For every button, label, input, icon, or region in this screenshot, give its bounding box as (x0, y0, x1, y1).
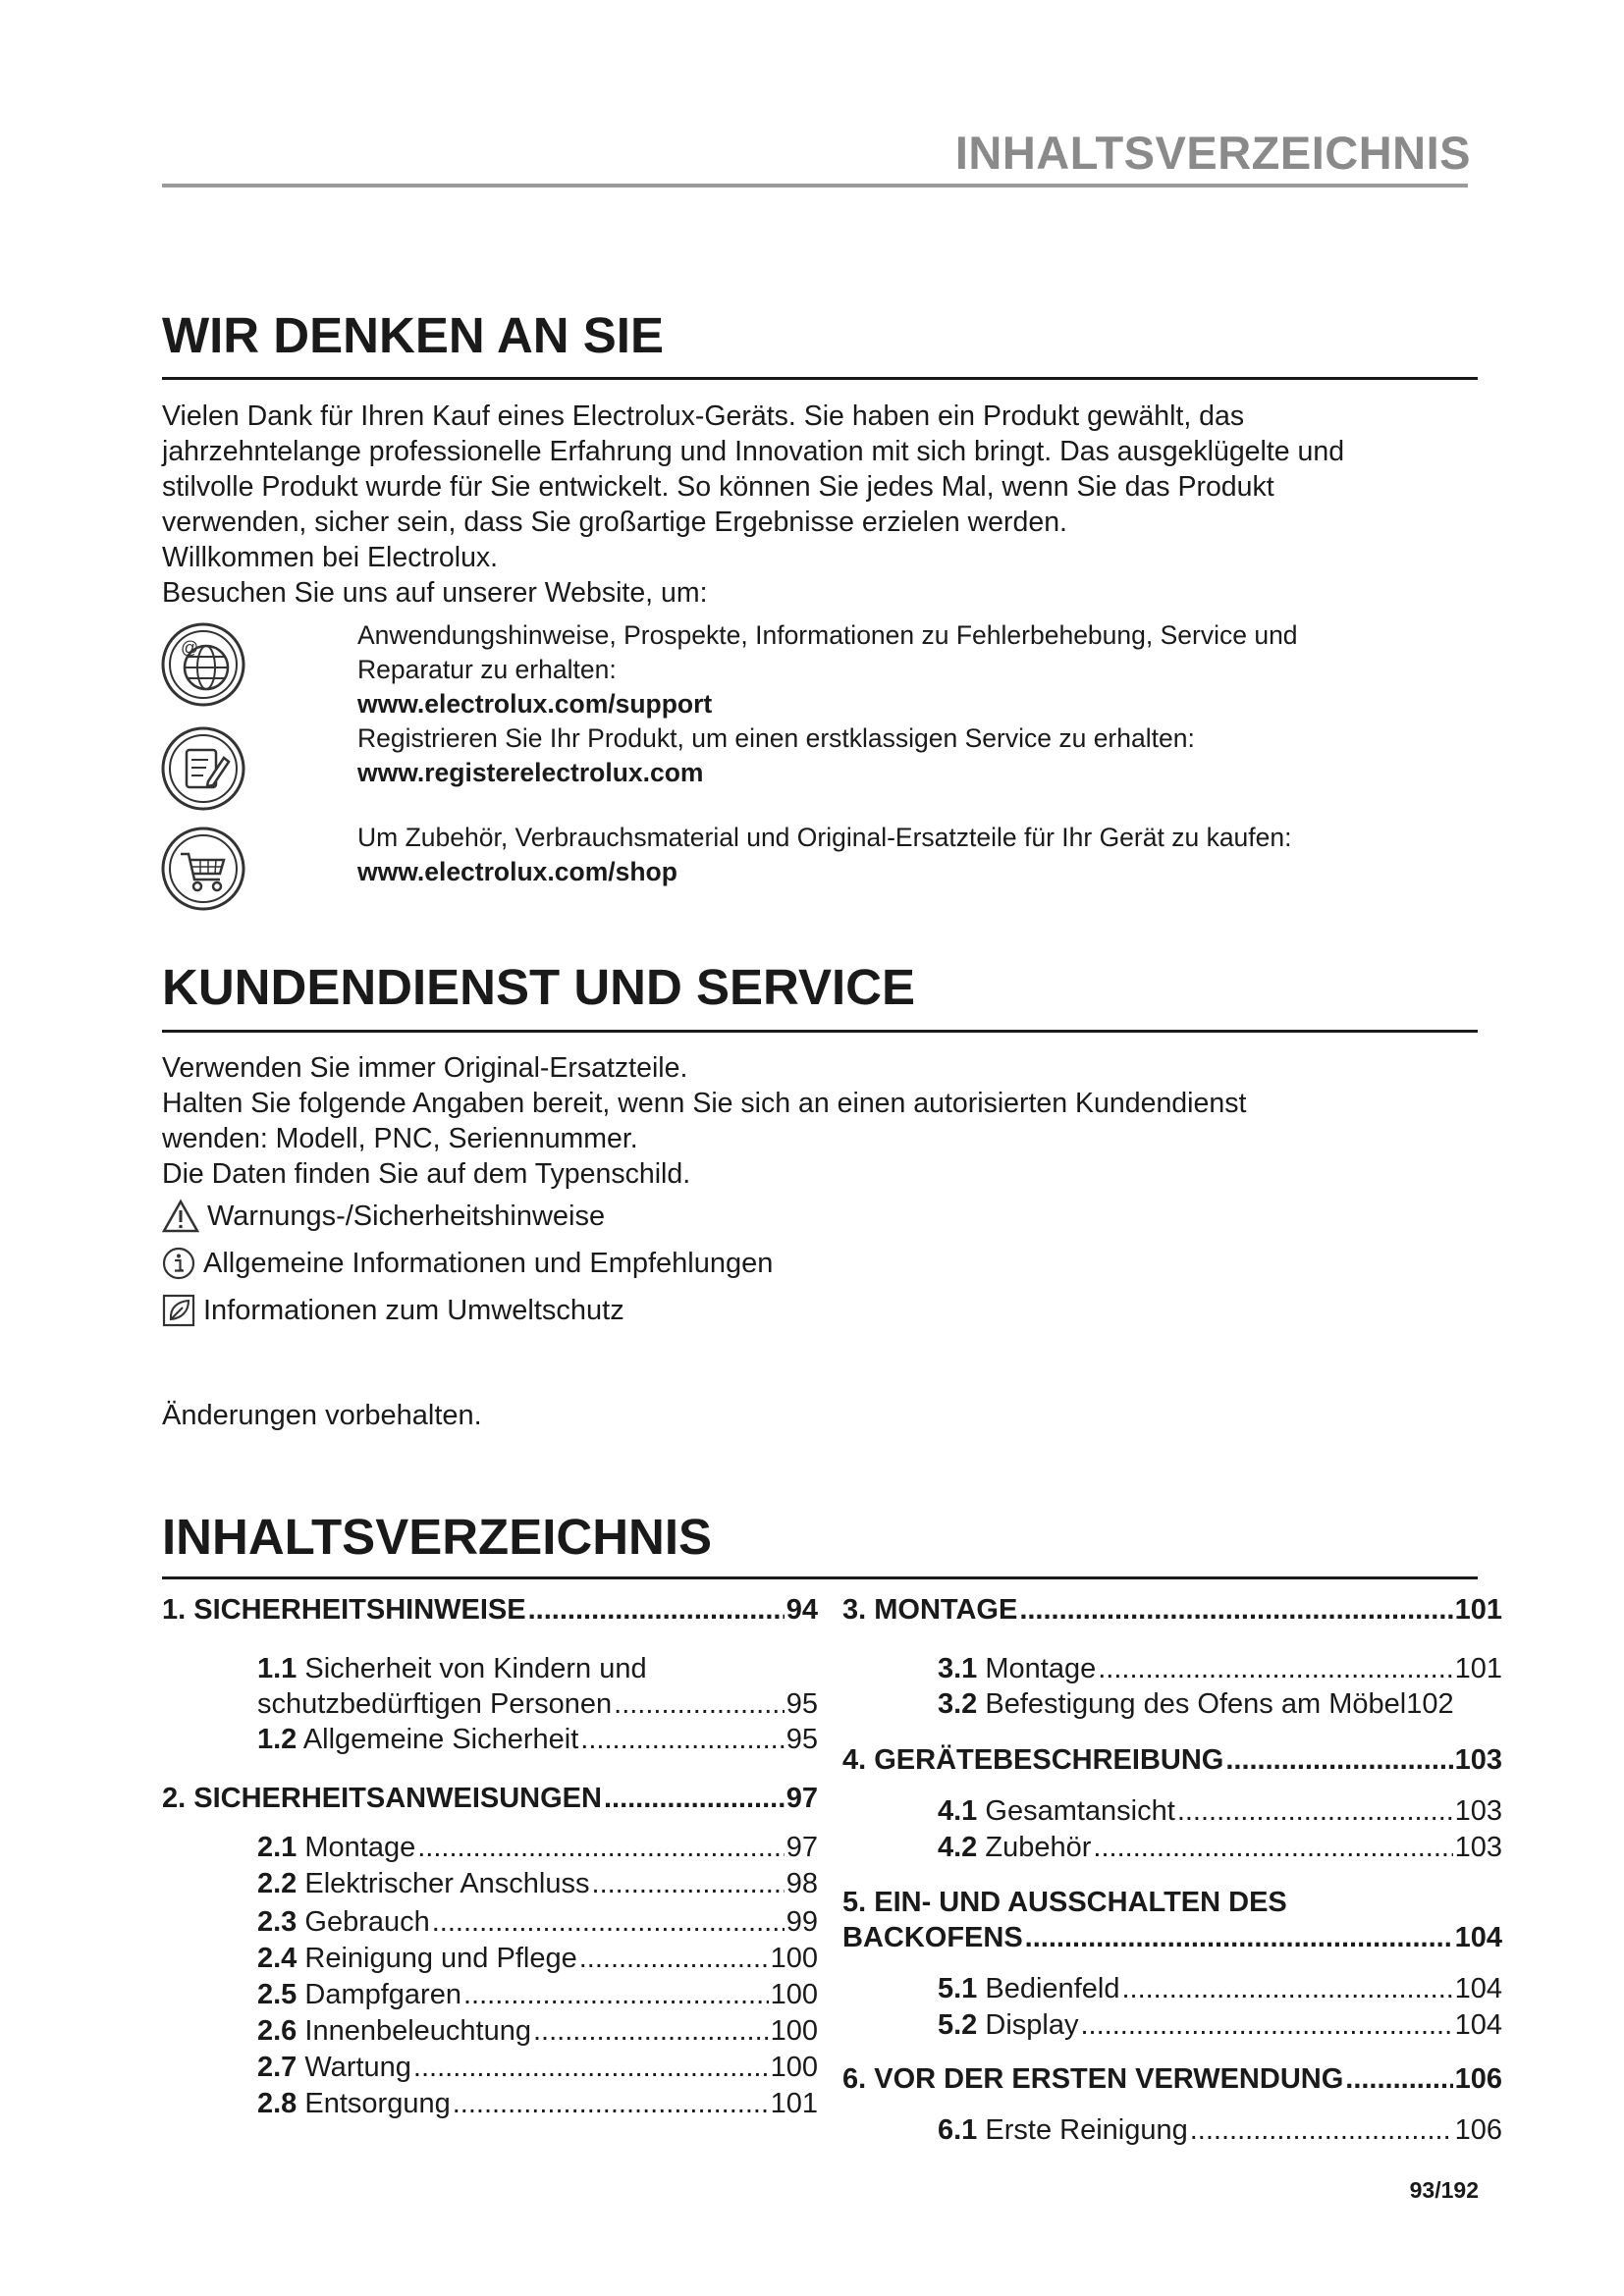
toc-entry[interactable] (257, 2088, 818, 2120)
toc-entry[interactable] (257, 1979, 818, 2011)
toc-entry[interactable] (938, 1832, 1502, 1864)
toc-leader (1225, 1744, 1452, 1777)
page-number: 93/192 (1409, 2177, 1479, 2203)
toc-entry-label: schutzbedürftigen Personen (257, 1688, 613, 1720)
toc-leader (1177, 1795, 1453, 1828)
toc-entry-page: 100 (770, 1979, 818, 2010)
toc-heading: INHALTSVERZEICHNIS (162, 1509, 713, 1565)
service-line: Die Daten finden Sie auf dem Typenschild. (162, 1158, 691, 1190)
toc-entry-page: 99 (785, 1906, 818, 1938)
toc-entry-number: 4.1 (938, 1795, 978, 1827)
toc-entry-page: 100 (770, 2015, 818, 2047)
toc-leader (1345, 2063, 1452, 2096)
toc-entry[interactable] (938, 1973, 1502, 2005)
support-url[interactable]: www.electrolux.com/support (357, 689, 713, 719)
toc-entry[interactable] (938, 1688, 1454, 1721)
register-icon (159, 724, 247, 813)
toc-entry-label: Erste Reinigung (985, 2114, 1188, 2146)
toc-entry-page: 102 (1406, 1688, 1454, 1720)
warning-icon (162, 1200, 199, 1233)
toc-entry-label: Bedienfeld (985, 1973, 1120, 2004)
toc-entry-number: 1.2 (257, 1724, 298, 1755)
support-text-cont: Reparatur zu erhalten: (357, 655, 617, 684)
toc-leader (528, 1594, 785, 1627)
toc-entry-page: 94 (785, 1594, 818, 1626)
toc-entry-number: 2.6 (257, 2015, 298, 2047)
register-text: Registrieren Sie Ihr Produkt, um einen erstklassigen Service zu erhalten: (357, 723, 1195, 753)
toc-entry-label: Elektrischer Anschluss (304, 1868, 590, 1899)
service-intro (162, 1050, 1478, 1192)
support-text: Anwendungshinweise, Prospekte, Informationen zu Fehlerbehebung, Service und (357, 620, 1298, 650)
care-rule (162, 377, 1478, 380)
toc-entry-label: Allgemeine Sicherheit (302, 1724, 579, 1755)
toc-entry-label: 2. SICHERHEITSANWEISUNGEN (162, 1783, 602, 1814)
legend-warning-text: Warnungs-/Sicherheitshinweise (207, 1200, 606, 1232)
toc-entry-page: 104 (1454, 1922, 1502, 1953)
toc-leader (533, 2015, 769, 2048)
legend-warning (162, 1200, 605, 1233)
service-rule (162, 1030, 1478, 1033)
toc-leader (1121, 1973, 1452, 2005)
care-line: jahrzehntelange professionelle Erfahrung und Innovation mit sich bringt. Das ausgeklügelte und (162, 436, 1345, 467)
shop-url[interactable]: www.electrolux.com/shop (357, 857, 677, 886)
toc-entry-number: 2.3 (257, 1906, 298, 1938)
toc-leader (463, 1979, 769, 2011)
toc-entry-cont[interactable] (842, 1922, 1502, 1954)
toc-entry-page: 104 (1454, 1973, 1502, 2004)
toc-entry-number: 1.1 (257, 1653, 298, 1684)
toc-entry-label: Entsorgung (304, 2088, 451, 2119)
register-url[interactable]: www.registerelectrolux.com (357, 758, 704, 787)
toc-entry-number: 2.5 (257, 1979, 298, 2010)
toc-entry-number: 3.2 (938, 1688, 978, 1720)
legend-info (162, 1247, 773, 1280)
toc-entry-label: 5. EIN- UND AUSSCHALTEN DES (842, 1887, 1287, 1918)
toc-entry[interactable] (257, 1868, 818, 1900)
legend-environment (162, 1294, 624, 1327)
toc-entry[interactable] (842, 1594, 1502, 1627)
toc-entry-number: 5.1 (938, 1973, 978, 2004)
care-line: verwenden, sicher sein, dass Sie großartige Ergebnisse erzielen werden. (162, 507, 1067, 538)
toc-entry-label: Befestigung des Ofens am Möbel (985, 1688, 1407, 1720)
shop-link-item (357, 821, 1292, 889)
toc-entry-page: 104 (1454, 2009, 1502, 2041)
toc-entry-number: 2.4 (257, 1943, 298, 1974)
toc-entry[interactable] (162, 1783, 818, 1815)
toc-entry-label: Montage (304, 1832, 416, 1863)
toc-entry-label: Reinigung und Pflege (304, 1943, 577, 1974)
toc-entry-page: 95 (785, 1724, 818, 1755)
support-link-item (357, 618, 1298, 721)
globe-icon (159, 620, 247, 709)
toc-entry[interactable] (938, 1653, 1502, 1685)
toc-entry-label: BACKOFENS (842, 1922, 1023, 1953)
toc-leader (1093, 1832, 1452, 1864)
toc-entry-page: 95 (785, 1688, 818, 1720)
toc-entry[interactable] (257, 1906, 818, 1939)
toc-entry-page: 106 (1454, 2063, 1502, 2095)
toc-leader (1098, 1653, 1452, 1685)
running-header-title: INHALTSVERZEICHNIS (954, 127, 1471, 179)
toc-leader (592, 1868, 785, 1900)
toc-entry-label: 1. SICHERHEITSHINWEISE (162, 1594, 526, 1626)
care-heading: WIR DENKEN AN SIE (162, 307, 664, 363)
care-intro (162, 399, 1478, 611)
toc-entry-number: 5.2 (938, 2009, 978, 2041)
toc-entry-page: 101 (770, 2088, 818, 2119)
care-line: Vielen Dank für Ihren Kauf eines Electrolux-Geräts. Sie haben ein Produkt gewählt, das (162, 400, 1245, 432)
toc-entry-page: 103 (1454, 1832, 1502, 1863)
toc-leader (417, 1832, 784, 1864)
legend-environment-text: Informationen zum Umweltschutz (203, 1294, 624, 1326)
toc-entry[interactable] (842, 2063, 1502, 2096)
header-rule (162, 184, 1468, 187)
care-line: Willkommen bei Electrolux. (162, 542, 499, 573)
care-line: Besuchen Sie uns auf unserer Website, um: (162, 577, 708, 609)
toc-entry-label: Sicherheit von Kindern und (304, 1653, 647, 1684)
toc-entry[interactable] (938, 1795, 1502, 1828)
toc-entry-page: 101 (1454, 1653, 1502, 1684)
changes-note: Änderungen vorbehalten. (162, 1400, 482, 1431)
toc-entry-page: 97 (785, 1783, 818, 1814)
toc-entry-number: 4.2 (938, 1832, 978, 1863)
toc-leader (604, 1783, 785, 1815)
toc-entry-label: Gebrauch (304, 1906, 430, 1938)
toc-leader (1019, 1594, 1452, 1627)
toc-leader (453, 2088, 769, 2120)
service-line: Halten Sie folgende Angaben bereit, wenn Sie sich an einen autorisierten Kundendienst (162, 1088, 1247, 1119)
toc-entry[interactable] (257, 2015, 818, 2048)
toc-rule (162, 1576, 1478, 1579)
toc-entry-page: 98 (785, 1868, 818, 1899)
toc-entry-page: 100 (770, 2052, 818, 2083)
service-line: Verwenden Sie immer Original-Ersatzteile. (162, 1052, 688, 1084)
toc-leader (579, 1943, 769, 1975)
toc-entry-number: 2.7 (257, 2052, 298, 2083)
toc-entry-label: 4. GERÄTEBESCHREIBUNG (842, 1744, 1224, 1776)
toc-entry-page: 97 (785, 1832, 818, 1863)
toc-entry-number: 2.1 (257, 1832, 298, 1863)
toc-entry[interactable] (257, 1832, 818, 1864)
toc-leader (1025, 1922, 1453, 1954)
toc-leader (413, 2052, 769, 2084)
toc-entry[interactable] (162, 1594, 818, 1627)
toc-leader (432, 1906, 785, 1939)
shopping-cart-icon (159, 825, 247, 913)
legend-info-text: Allgemeine Informationen und Empfehlungen (203, 1247, 774, 1279)
toc-entry-page: 106 (1454, 2114, 1502, 2146)
toc-entry-label: Innenbeleuchtung (304, 2015, 531, 2047)
svg-text:@: @ (181, 638, 199, 658)
shop-text: Um Zubehör, Verbrauchsmaterial und Original-Ersatzteile für Ihr Gerät zu kaufen: (357, 823, 1292, 852)
toc-entry-number: 2.8 (257, 2088, 298, 2119)
toc-entry-number: 2.2 (257, 1868, 298, 1899)
toc-entry[interactable] (938, 2114, 1502, 2147)
toc-entry-label: 6. VOR DER ERSTEN VERWENDUNG (842, 2063, 1344, 2095)
toc-entry-page: 101 (1454, 1594, 1502, 1626)
toc-entry[interactable] (257, 1653, 647, 1685)
toc-leader (1080, 2009, 1452, 2042)
toc-entry-label: Wartung (304, 2052, 411, 2083)
toc-leader (580, 1724, 784, 1756)
toc-entry-label: Gesamtansicht (985, 1795, 1175, 1827)
toc-entry-label: Zubehör (985, 1832, 1092, 1863)
service-heading: KUNDENDIENST UND SERVICE (162, 959, 915, 1015)
toc-entry[interactable] (257, 2052, 818, 2084)
toc-leader (1190, 2114, 1453, 2147)
toc-entry-label: Display (985, 2009, 1079, 2041)
toc-entry-page: 100 (770, 1943, 818, 1974)
toc-leader (614, 1688, 785, 1721)
toc-entry[interactable] (842, 1744, 1502, 1777)
toc-entry-number: 3.1 (938, 1653, 978, 1684)
toc-entry-cont[interactable] (257, 1688, 818, 1721)
register-link-item (357, 721, 1195, 790)
care-line: stilvolle Produkt wurde für Sie entwickelt. So können Sie jedes Mal, wenn Sie das Produkt (162, 471, 1274, 503)
toc-entry-page: 103 (1454, 1795, 1502, 1827)
toc-entry-page: 103 (1454, 1744, 1502, 1776)
service-line: wenden: Modell, PNC, Seriennummer. (162, 1123, 638, 1154)
toc-entry-label: 3. MONTAGE (842, 1594, 1018, 1626)
toc-entry[interactable] (938, 2009, 1502, 2042)
toc-entry-label: Dampfgaren (304, 1979, 461, 2010)
toc-entry-number: 6.1 (938, 2114, 978, 2146)
toc-entry[interactable] (257, 1724, 818, 1756)
toc-entry[interactable] (842, 1887, 1287, 1919)
toc-entry-label: Montage (985, 1653, 1097, 1684)
toc-entry[interactable] (257, 1943, 818, 1975)
info-icon (162, 1247, 195, 1280)
environment-icon (162, 1294, 195, 1327)
